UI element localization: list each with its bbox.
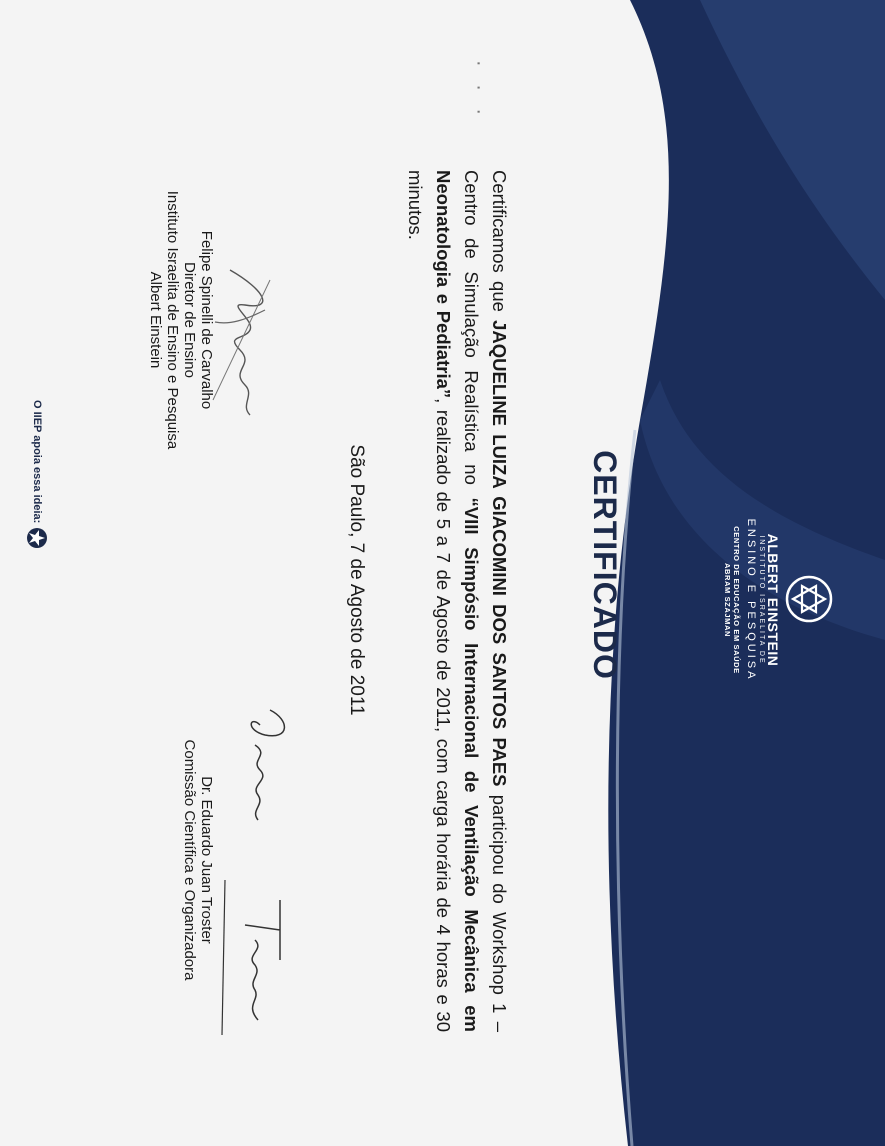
signatory-left xyxy=(147,170,215,470)
event-name: “VIII Simpósio Internacional de Ventilação Mecânica em Neonatologia e Pediatria” xyxy=(433,170,482,1032)
signature-right xyxy=(215,700,300,1040)
star-badge-icon xyxy=(26,527,48,549)
signatory-right-role: Comissão Científica e Organizadora xyxy=(181,739,198,981)
place-date: São Paulo, 7 de Agosto de 2011 xyxy=(346,444,367,716)
signatory-left-org1: Instituto Israelita de Ensino e Pesquisa xyxy=(164,190,181,450)
body-middle: participou do Workshop 1 – Centro de Simulação Realística no xyxy=(461,170,510,1032)
body-end: , realizado de 5 a 7 de Agosto de 2011, com carga horária de 4 horas e 30 minutos. xyxy=(405,170,454,1032)
body-intro: Certificamos que xyxy=(489,170,510,321)
logo-line1: ALBERT EINSTEIN xyxy=(765,533,781,667)
signatory-left-name: Felipe Spinelli de Carvalho xyxy=(198,230,215,410)
signatory-left-role: Diretor de Ensino xyxy=(181,262,198,378)
stamp-marks: · · · xyxy=(468,60,490,122)
signatory-right-name: Dr. Eduardo Juan Troster xyxy=(198,776,215,944)
footer-text: O IIEP apoia essa ideia: xyxy=(31,400,43,524)
participant-name: JAQUELINE LUIZA GIACOMINI DOS SANTOS PAES xyxy=(489,320,510,787)
signature-left xyxy=(210,250,285,430)
logo-line2: INSTITUTO ISRAELITA DE xyxy=(758,535,765,665)
footer-note xyxy=(26,400,48,680)
star-of-david-emblem-icon xyxy=(785,575,833,623)
albert-einstein-logo xyxy=(723,470,833,730)
logo-line3: ENSINO E PESQUISA xyxy=(745,518,757,682)
signatory-right xyxy=(181,640,215,1080)
logo-line5: ABRAM SZAJMAN xyxy=(723,562,732,638)
certificate-title: CERTIFICADO xyxy=(587,450,623,680)
certificate-body xyxy=(401,170,513,1032)
logo-line4: CENTRO DE EDUCAÇÃO EM SAÚDE xyxy=(732,526,741,674)
signatory-left-org2: Albert Einstein xyxy=(147,271,164,369)
